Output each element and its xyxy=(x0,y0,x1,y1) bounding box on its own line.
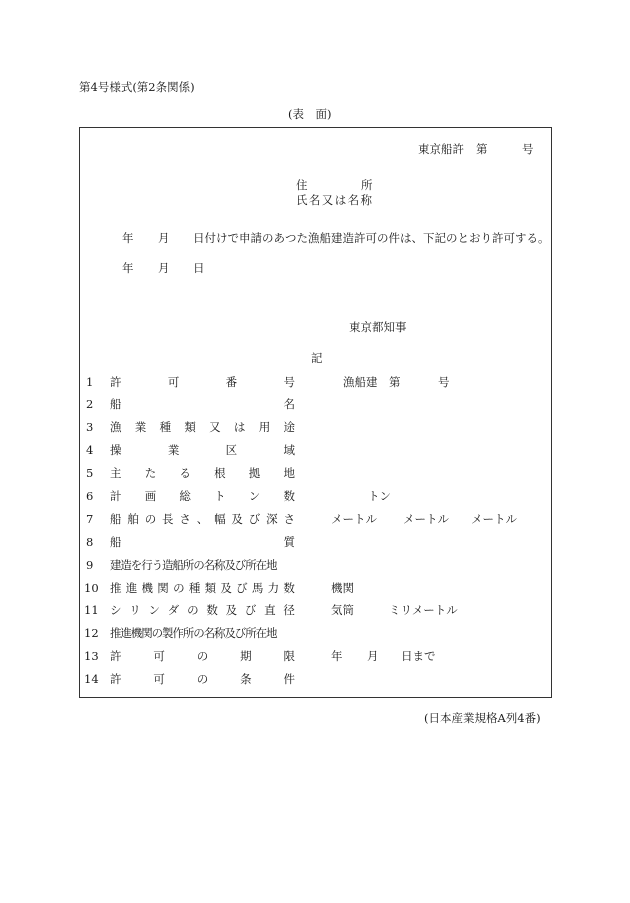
ki-mark: 記 xyxy=(311,351,323,365)
name-label: 氏名又は名称 xyxy=(296,193,374,207)
address-label-b: 所 xyxy=(361,178,373,192)
item-value: トン xyxy=(368,489,391,503)
item-label: シ リ ン ダ の 数 及 び 直 径 xyxy=(110,603,295,617)
item-value: メートル xyxy=(403,512,449,526)
item-number: 14 xyxy=(84,672,99,686)
item-value: 年 xyxy=(331,649,343,663)
item-value: メートル xyxy=(471,512,517,526)
item-label: 推 進 機 関 の 種 類 及 び 馬 力 数 xyxy=(110,581,295,595)
side-label: (表 面) xyxy=(288,107,332,121)
item-number: 6 xyxy=(86,489,94,503)
item-label: 漁 業 種 類 又 は 用 途 xyxy=(110,420,295,434)
permit-dai: 第 xyxy=(476,142,488,156)
item-label: 許 可 の 条 件 xyxy=(110,672,295,686)
item-label: 船 質 xyxy=(110,535,295,549)
item-label: 計 画 総 ト ン 数 xyxy=(110,489,295,503)
item-number: 8 xyxy=(86,535,94,549)
item-number: 5 xyxy=(86,466,94,480)
item-label: 船 舶 の 長 さ 、 幅 及 び 深 さ xyxy=(110,512,295,526)
item-value: 気筒 xyxy=(331,603,354,617)
item-number: 1 xyxy=(86,375,94,389)
address-label-a: 住 xyxy=(296,178,308,192)
item-number: 13 xyxy=(84,649,99,663)
item-label: 主 た る 根 拠 地 xyxy=(110,466,295,480)
item-label: 操 業 区 域 xyxy=(110,443,295,457)
item-number: 4 xyxy=(86,443,94,457)
item-label: 推進機関の製作所の名称及び所在地 xyxy=(110,626,277,640)
issuer: 東京都知事 xyxy=(349,320,407,334)
app-text: 日付けで申請のあつた漁船建造許可の件は、下記のとおり許可する。 xyxy=(193,231,550,245)
item-number: 2 xyxy=(86,397,94,411)
form-title: 第4号様式(第2条関係) xyxy=(79,80,195,94)
permit-prefix: 東京船許 xyxy=(418,142,464,156)
item-label: 許 可 番 号 xyxy=(110,375,295,389)
item-number: 12 xyxy=(84,626,99,640)
item-value: 月 xyxy=(367,649,379,663)
item-label: 船 名 xyxy=(110,397,295,411)
item-number: 11 xyxy=(84,603,99,617)
footer-note: (日本産業規格A列4番) xyxy=(424,711,541,725)
item-value: 機関 xyxy=(331,581,354,595)
item-number: 7 xyxy=(86,512,94,526)
date-day: 日 xyxy=(193,261,205,275)
item-value: 第 xyxy=(389,375,401,389)
item-value: メートル xyxy=(331,512,377,526)
date-month: 月 xyxy=(158,261,170,275)
item-value: 日まで xyxy=(401,649,436,663)
item-value: ミリメートル xyxy=(389,603,458,617)
app-month: 月 xyxy=(158,231,170,245)
app-year: 年 xyxy=(122,231,134,245)
item-value: 漁船建 xyxy=(343,375,378,389)
item-number: 3 xyxy=(86,420,94,434)
item-label: 建造を行う造船所の名称及び所在地 xyxy=(110,558,277,572)
date-year: 年 xyxy=(122,261,134,275)
item-value: 号 xyxy=(438,375,450,389)
item-number: 10 xyxy=(84,581,99,595)
item-number: 9 xyxy=(86,558,94,572)
item-label: 許 可 の 期 限 xyxy=(110,649,295,663)
permit-go: 号 xyxy=(522,142,534,156)
